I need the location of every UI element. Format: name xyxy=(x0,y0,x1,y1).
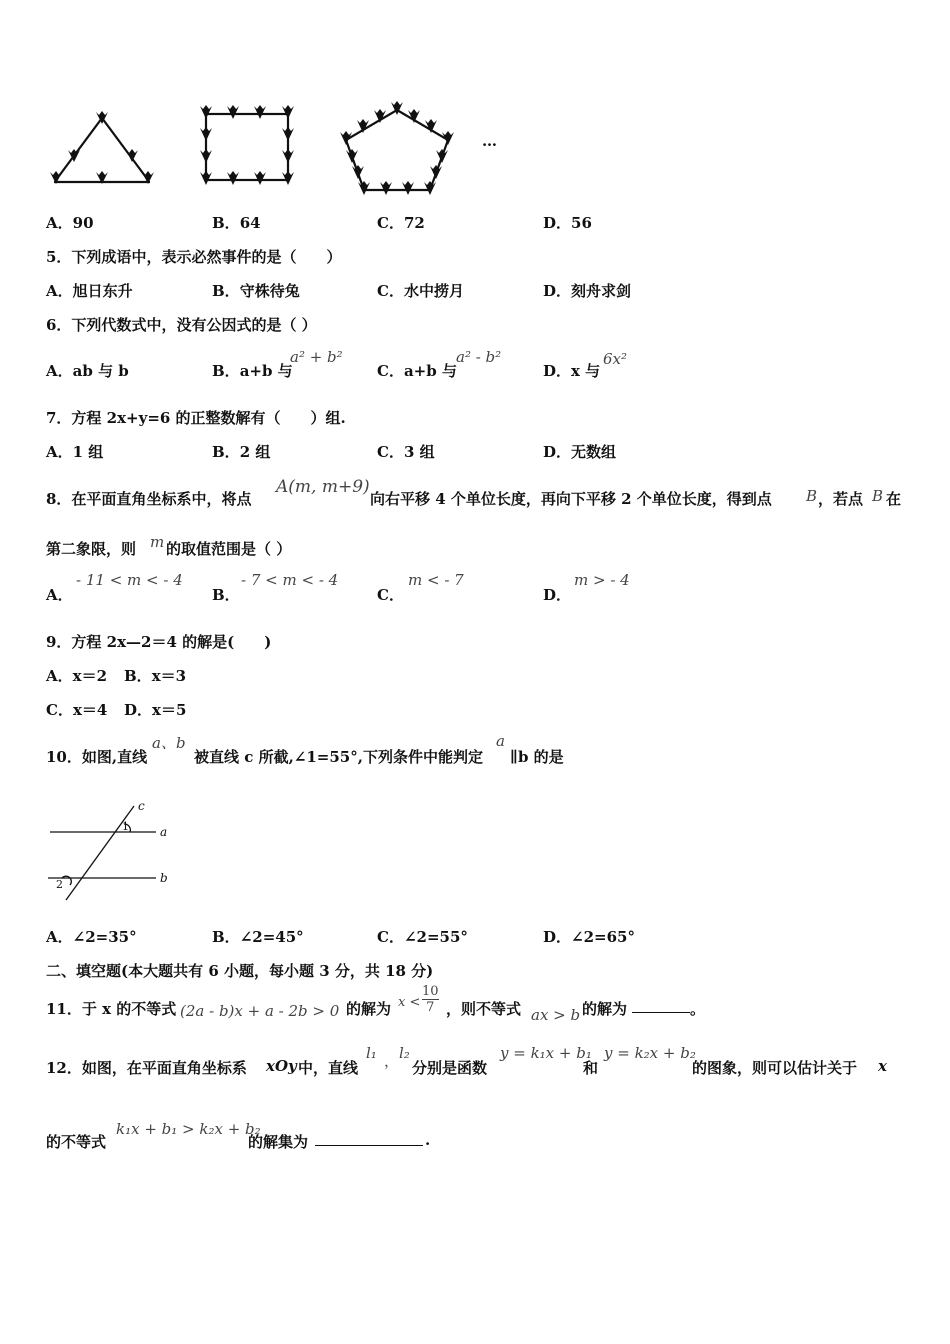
q8-stem-line2b: 的取值范围是（ ） xyxy=(166,540,292,558)
q6-option-c[interactable]: C．a+b 与 xyxy=(377,362,457,380)
q6-option-d[interactable]: D．x 与 xyxy=(543,362,601,380)
q11-solution-fraction xyxy=(422,984,439,1015)
q5-option-b[interactable]: B．守株待兔 xyxy=(212,282,300,300)
pentagon-figure xyxy=(338,102,456,198)
q8-option-c[interactable]: C． xyxy=(377,586,404,604)
fig-label-c: c xyxy=(138,799,145,813)
q9-option-a[interactable]: A．x＝2 xyxy=(46,667,108,685)
q10-stem-part2: 被直线 c 所截,∠1=55°,下列条件中能判定 xyxy=(194,748,483,766)
q5-option-a[interactable]: A．旭日东升 xyxy=(46,282,133,300)
q7-option-c[interactable]: C．3 组 xyxy=(377,443,435,461)
q11-fraction-denominator: 7 xyxy=(426,1000,435,1015)
q8-stem-part3: ，若点 xyxy=(818,490,864,508)
q12-comma: ， xyxy=(384,1052,400,1070)
q8-point-b: B xyxy=(806,487,818,505)
q7-stem: 7．方程 2x+y=6 的正整数解有（ ）组. xyxy=(46,409,346,427)
q12-stem-end: . xyxy=(425,1131,431,1149)
q11-answer-blank[interactable] xyxy=(632,998,690,1013)
q12-answer-blank[interactable] xyxy=(315,1131,423,1146)
q8-point-b2: B xyxy=(872,487,884,505)
q5-option-c[interactable]: C．水中捞月 xyxy=(377,282,464,300)
q8-stem-line2a: 第二象限，则 xyxy=(46,540,137,558)
q4-option-d[interactable]: D．56 xyxy=(543,214,592,232)
q12-stem-line2b: 的解集为 xyxy=(248,1133,309,1151)
q6-option-d-math: 6x² xyxy=(603,350,628,368)
q10-stem-part1: 10．如图,直线 xyxy=(46,748,148,766)
q7-option-d[interactable]: D．无数组 xyxy=(543,443,617,461)
q6-stem: 6．下列代数式中，没有公因式的是（ ） xyxy=(46,316,317,334)
q7-option-a[interactable]: A．1 组 xyxy=(46,443,104,461)
q8-option-c-math: m < - 7 xyxy=(408,571,464,589)
square-figure xyxy=(194,104,300,190)
q12-stem-part1: 12．如图，在平面直角坐标系 xyxy=(46,1059,247,1077)
q8-stem-part2: 向右平移 4 个单位长度，再向下平移 2 个单位长度，得到点 xyxy=(370,490,772,508)
fig-label-a: a xyxy=(160,825,168,839)
q8-option-a[interactable]: A． xyxy=(46,586,73,604)
q8-point-a: A(m, m+9) xyxy=(276,477,370,497)
q12-stem-part2: 中，直线 xyxy=(298,1059,359,1077)
q5-option-d[interactable]: D．刻舟求剑 xyxy=(543,282,632,300)
q8-stem-part1: 8．在平面直角坐标系中，将点 xyxy=(46,490,252,508)
q11-stem-part2: 的解为 xyxy=(346,1000,392,1018)
fig-angle-1: 1 xyxy=(122,820,129,833)
q6-option-b-math: a² + b² xyxy=(290,348,343,366)
q10-lines-ab: a、b xyxy=(152,734,186,752)
q12-line-l2: l₂ xyxy=(399,1044,410,1062)
q9-stem: 9．方程 2x—2＝4 的解是( ) xyxy=(46,633,272,651)
section-2-heading: 二、填空题(本大题共有 6 小题，每小题 3 分，共 18 分) xyxy=(46,962,434,980)
q11-inequality: (2a - b)x + a - 2b > 0 xyxy=(180,1002,340,1020)
q10-option-c[interactable]: C．∠2=55° xyxy=(377,928,468,946)
q5-stem: 5．下列成语中，表示必然事件的是（ ） xyxy=(46,248,342,266)
q10-option-a[interactable]: A．∠2=35° xyxy=(46,928,137,946)
q6-option-b[interactable]: B．a+b 与 xyxy=(212,362,293,380)
q8-option-d-math: m > - 4 xyxy=(574,571,630,589)
q12-line-l1: l₁ xyxy=(366,1044,377,1062)
q9-option-b[interactable]: B．x＝3 xyxy=(124,667,187,685)
q4-option-a[interactable]: A．90 xyxy=(46,214,94,232)
q12-xoy: xOy xyxy=(266,1057,297,1075)
q11-stem-part4: 的解为 xyxy=(582,1000,628,1018)
q8-option-b-math: - 7 < m < - 4 xyxy=(241,571,339,589)
q12-stem-part3: 分别是函数 xyxy=(412,1059,488,1077)
q8-stem-part4: 在 xyxy=(886,490,902,508)
q12-function-2: y = k₂x + b₂ xyxy=(604,1044,696,1062)
q11-stem-end: 。 xyxy=(690,1000,706,1018)
q9-option-d[interactable]: D．x＝5 xyxy=(124,701,187,719)
q11-stem-part1: 11．于 x 的不等式 xyxy=(46,1000,177,1018)
q12-inequality: k₁x + b₁ > k₂x + b₂ xyxy=(116,1120,261,1138)
fig-label-b: b xyxy=(160,871,168,885)
ellipsis: … xyxy=(482,132,497,150)
q11-stem-part3: ，则不等式 xyxy=(446,1000,522,1018)
q10-line-a: a xyxy=(496,732,505,750)
q12-and: 和 xyxy=(583,1059,599,1077)
q11-solution-lhs: x < xyxy=(398,995,421,1010)
q11-fraction-numerator: 10 xyxy=(422,984,439,999)
triangle-figure xyxy=(44,108,159,190)
q8-var-m: m xyxy=(150,533,165,551)
parallel-lines-figure xyxy=(44,800,174,904)
q8-option-d[interactable]: D． xyxy=(543,586,572,604)
q11-inequality-2: ax > b xyxy=(531,1006,581,1024)
q12-var-x: x xyxy=(878,1057,887,1075)
q8-option-b[interactable]: B． xyxy=(212,586,240,604)
q4-option-c[interactable]: C．72 xyxy=(377,214,425,232)
q10-option-d[interactable]: D．∠2=65° xyxy=(543,928,635,946)
q9-option-c[interactable]: C．x＝4 xyxy=(46,701,108,719)
q6-option-a[interactable]: A．ab 与 b xyxy=(46,362,129,380)
q8-option-a-math: - 11 < m < - 4 xyxy=(76,571,183,589)
q12-stem-line2a: 的不等式 xyxy=(46,1133,107,1151)
q4-option-b[interactable]: B．64 xyxy=(212,214,261,232)
q6-option-c-math: a² - b² xyxy=(456,348,502,366)
q12-function-1: y = k₁x + b₁ xyxy=(500,1044,592,1062)
q7-option-b[interactable]: B．2 组 xyxy=(212,443,271,461)
q12-stem-part4: 的图象，则可以估计关于 xyxy=(692,1059,858,1077)
q10-option-b[interactable]: B．∠2=45° xyxy=(212,928,304,946)
q10-stem-part3: ∥b 的是 xyxy=(510,748,564,766)
fig-angle-2: 2 xyxy=(56,878,63,891)
